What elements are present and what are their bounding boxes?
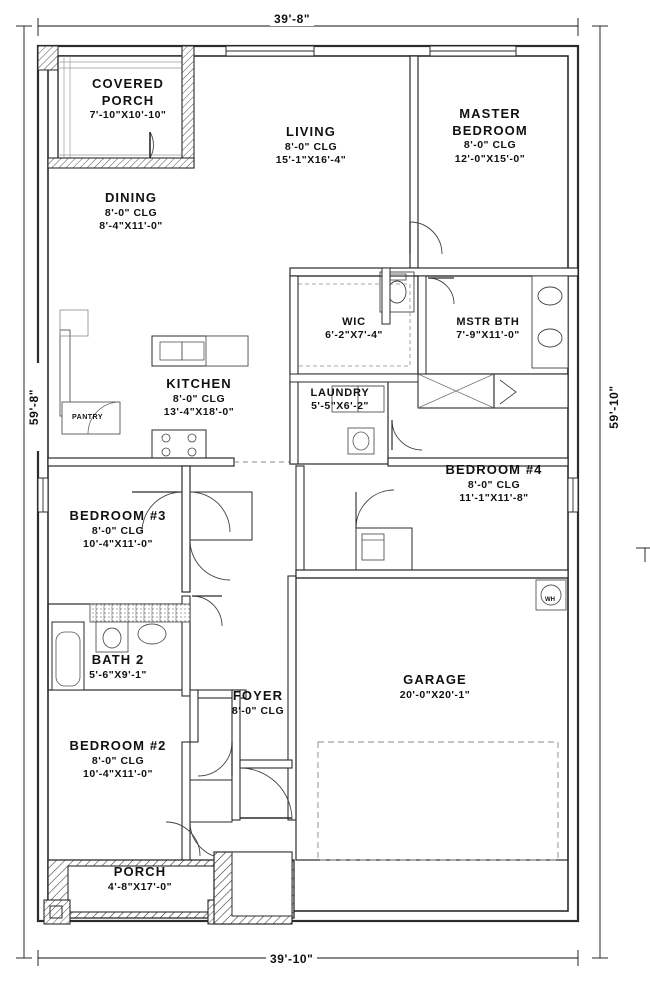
room-label-covered-porch: COVERED PORCH 7'-10"X10'-10" <box>89 76 167 122</box>
water-heater-label: WH <box>545 597 555 603</box>
room-label-dining: DINING 8'-0" CLG 8'-4"X11'-0" <box>99 190 163 233</box>
room-label-wic: WIC 6'-2"X7'-4" <box>325 316 383 342</box>
room-label-master-bath: MSTR BTH 7'-9"X11'-0" <box>456 316 520 342</box>
room-label-foyer: FOYER 8'-0" CLG <box>231 688 285 717</box>
pantry-label: PANTRY <box>72 414 103 421</box>
room-label-master-bedroom: MASTER BEDROOM 8'-0" CLG 12'-0"X15'-0" <box>452 106 528 165</box>
dimension-left: 59'-8" <box>27 363 41 451</box>
room-label-porch: PORCH 4'-8"X17'-0" <box>107 864 173 893</box>
dimension-right: 59'-10" <box>607 363 621 451</box>
dimension-bottom: 39'-10" <box>266 952 317 966</box>
room-label-laundry: LAUNDRY 5'-5"X6'-2" <box>310 387 370 413</box>
room-label-garage: GARAGE 20'-0"X20'-1" <box>399 672 471 701</box>
dimension-top: 39'-8" <box>270 12 314 26</box>
room-label-living: LIVING 8'-0" CLG 15'-1"X16'-4" <box>275 124 347 167</box>
room-label-bedroom-3: BEDROOM #3 8'-0" CLG 10'-4"X11'-0" <box>69 508 167 551</box>
room-label-bedroom-2: BEDROOM #2 8'-0" CLG 10'-4"X11'-0" <box>69 738 167 781</box>
room-label-bath-2: BATH 2 5'-6"X9'-1" <box>89 652 147 681</box>
room-label-kitchen: KITCHEN 8'-0" CLG 13'-4"X18'-0" <box>163 376 235 419</box>
room-label-bedroom-4: BEDROOM #4 8'-0" CLG 11'-1"X11'-8" <box>445 462 543 505</box>
